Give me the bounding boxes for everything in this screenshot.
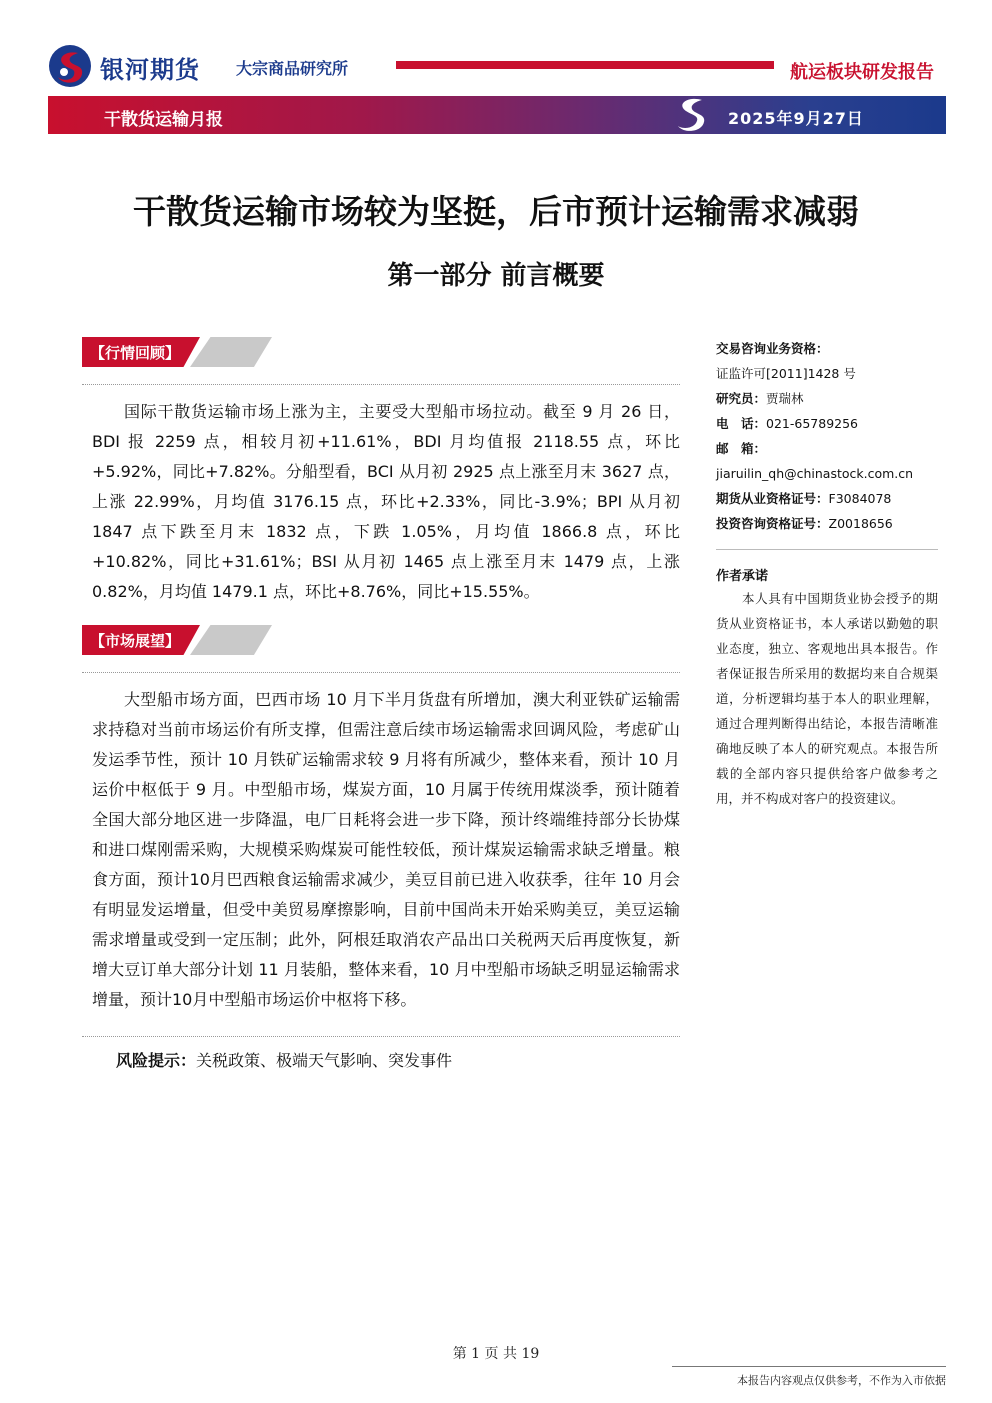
- invest-cert-label: 投资咨询资格证号：: [716, 516, 829, 531]
- invest-cert-value: Z0018656: [828, 516, 893, 531]
- brand-name: 银河期货: [100, 56, 200, 84]
- footer-disclaimer: 本报告内容观点仅供参考，不作为入市依据: [737, 1374, 946, 1387]
- risk-text: 关税政策、极端天气影响、突发事件: [196, 1051, 453, 1070]
- institute-name: 大宗商品研究所: [236, 59, 349, 78]
- section-divider: [82, 384, 680, 385]
- risk-label: 风险提示：: [116, 1051, 197, 1070]
- email-label: 邮 箱：: [716, 441, 767, 456]
- report-date: 2025年9月27日: [728, 109, 864, 128]
- phone-label: 电 话：: [716, 416, 767, 431]
- researcher-value: 贾瑞林: [766, 391, 804, 406]
- paragraph: 大型船市场方面，巴西市场 10 月下半月货盘有所增加，澳大利亚铁矿运输需求持稳对当前市场运价有所支撑，但需注意后续市场运输需求回调风险，考虑矿山发运季节性，预计 10 月铁矿运输需求较 9 月将有所减少，整体来看，预计 10 月运价中枢低于 9 月。中型船市场，煤炭方面，10 月属于传统用煤淡季，预计随着全国大部分地区进一步降温，电厂日耗将会进一步下降，预计终端维持部分长协煤和进口煤刚需采购，大规模采购煤炭可能性较低，预计煤炭运输需求缺乏增量。粮食方面，预计10月巴西粮食运输需求减少，美豆目前已进入收获季，往年 10 月会有明显发运增量，但受中美贸易摩擦影响，目前中国尚未开始采购美豆，美豆运输需求增量或受到一定压制；此外，阿根廷取消农产品出口关税两天后再度恢复，新增大豆订单大部分计划 11 月装船，整体来看，10 月中型船市场缺乏明显运输需求增量，预计10月中型船市场运价中枢将下移。: [92, 690, 680, 1009]
- qualification-value: 证监许可[2011]1428 号: [716, 366, 856, 381]
- phone-value: 021-65789256: [766, 416, 859, 431]
- paragraph: 国际干散货运输市场上涨为主，主要受大型船市场拉动。截至 9 月 26 日，BDI 报 2259 点，相较月初+11.61%，BDI 月均值报 2118.55 点，环比+5.92%，同比+7.82%。分船型看，BCI 从月初 2925 点上涨至月末 3627 点，上涨 22.99%，月均值 3176.15 点，环比+2.33%，同比-3.9%；BPI 从月初 1847 点下跌至月末 1832 点，下跌 1.05%，月均值 1866.8 点，环比+10.82%，同比+31.61%；BSI 从月初 1465 点上涨至月末 1479 点，上涨 0.82%，月均值 1479.1 点，环比+8.76%，同比+15.55%。: [92, 402, 680, 601]
- pledge-text: 本人具有中国期货业协会授予的期货从业资格证书，本人承诺以勤勉的职业态度，独立、客观地出具本报告。作者保证报告所采用的数据均来自合规渠道，分析逻辑均基于本人的职业理解，通过合理判断得出结论，本报告清晰准确地反映了本人的研究观点。本报告所载的全部内容只提供给客户做参考之用，并不构成对客户的投资建议。: [716, 591, 938, 806]
- part-title: 第一部分 前言概要: [387, 261, 605, 291]
- galaxy-logo-icon: [48, 44, 92, 88]
- section-divider: [82, 1036, 680, 1037]
- researcher-label: 研究员：: [716, 391, 767, 406]
- email-value[interactable]: jiaruilin_qh@chinastock.com.cn: [716, 466, 914, 481]
- market-review-body: [92, 397, 680, 607]
- footer-divider: [672, 1366, 946, 1367]
- section-divider: [82, 672, 680, 673]
- report-type: 航运板块研发报告: [790, 62, 934, 83]
- sidebar-info: [716, 336, 938, 536]
- swoosh-icon: [668, 96, 714, 134]
- section-tag-market-review: [82, 337, 282, 367]
- section-tag-label: 【行情回顾】: [90, 344, 181, 362]
- futures-cert-value: F3084078: [828, 491, 892, 506]
- section-tag-market-outlook: [82, 625, 282, 655]
- tag-grey-block: [190, 625, 272, 655]
- section-tag-label: 【市场展望】: [90, 632, 181, 650]
- market-outlook-body: [92, 685, 680, 1015]
- risk-note: [116, 1048, 452, 1071]
- futures-cert-label: 期货从业资格证号：: [716, 491, 829, 506]
- header-divider: [396, 61, 774, 69]
- page-number: 第 1 页 共 19: [452, 1346, 540, 1362]
- tag-grey-block: [190, 337, 272, 367]
- pledge-title: 作者承诺: [716, 569, 769, 584]
- pledge-body: [716, 586, 938, 811]
- report-title: 干散货运输市场较为坚挺，后市预计运输需求减弱: [133, 192, 859, 231]
- sidebar-divider: [716, 549, 938, 550]
- banner-title: 干散货运输月报: [104, 110, 223, 130]
- qualification-label: 交易咨询业务资格：: [716, 341, 829, 356]
